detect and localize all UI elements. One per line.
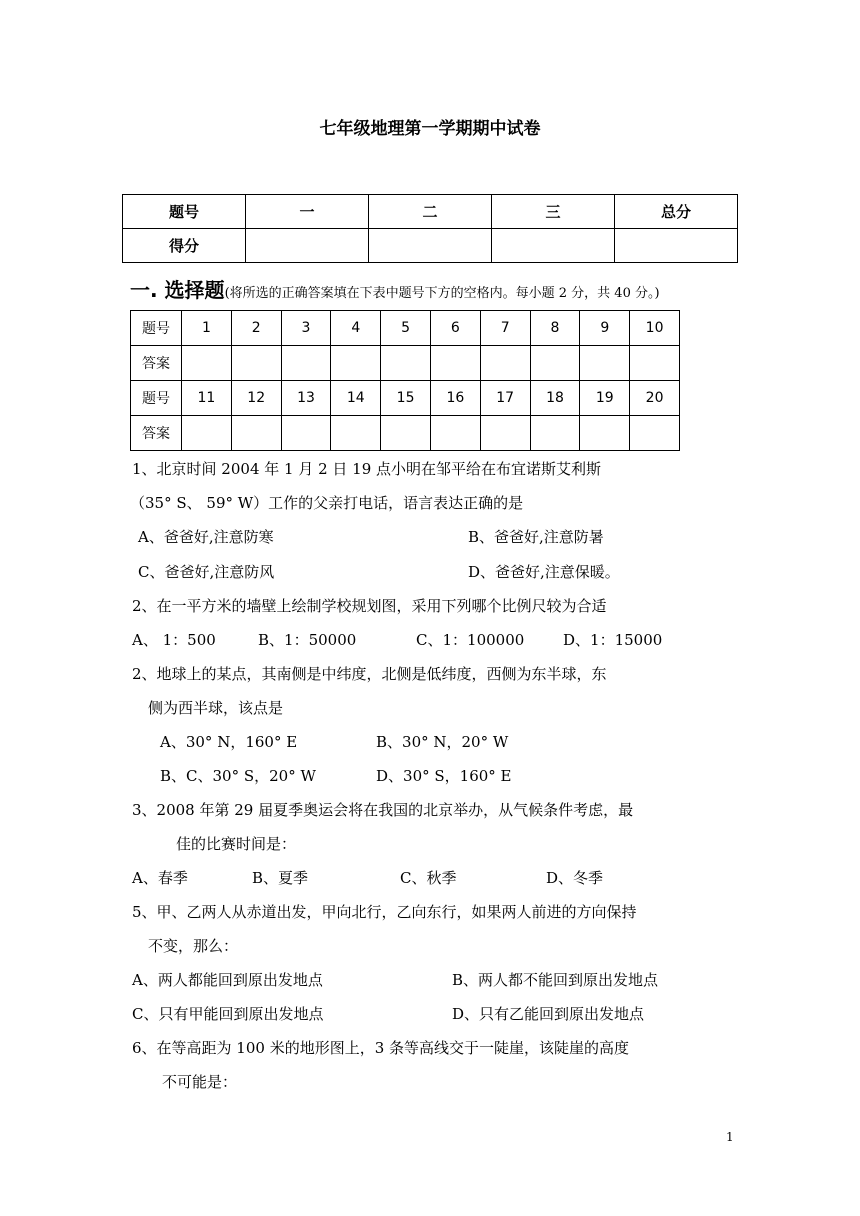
table-cell: 6 — [430, 311, 480, 346]
table-cell: 14 — [331, 381, 381, 416]
answer-cell[interactable] — [231, 346, 281, 381]
question-2b-text: 侧为西半球，该点是 — [148, 699, 284, 717]
section-title: 一. 选择题 — [130, 278, 225, 302]
option-c: C、只有甲能回到原出发地点 — [132, 1005, 324, 1023]
question-2-text: 2、在一平方米的墙壁上绘制学校规划图，采用下列哪个比例尺较为合适 — [132, 597, 607, 615]
score-input-cell[interactable] — [246, 229, 369, 263]
answer-cell[interactable] — [630, 346, 680, 381]
table-cell: 3 — [281, 311, 331, 346]
option-c: C、爸爸好,注意防风 — [138, 563, 275, 581]
page-number: 1 — [726, 1130, 734, 1144]
answer-cell[interactable] — [430, 416, 480, 451]
table-cell: 19 — [580, 381, 630, 416]
page-title: 七年级地理第一学期期中试卷 — [319, 119, 541, 139]
table-row — [123, 195, 738, 229]
table-cell: 得分 — [123, 229, 246, 263]
question-6-text: 不可能是： — [162, 1073, 238, 1091]
table-cell: 15 — [381, 381, 431, 416]
table-cell: 20 — [630, 381, 680, 416]
answer-cell[interactable] — [580, 346, 630, 381]
question-6-text: 6、在等高距为 100 米的地形图上，3 条等高线交于一陡崖，该陡崖的高度 — [132, 1039, 630, 1057]
question-2b-text: 2、地球上的某点，其南侧是中纬度，北侧是低纬度，西侧为东半球，东 — [132, 665, 607, 683]
score-input-cell[interactable] — [369, 229, 492, 263]
table-cell: 11 — [182, 381, 232, 416]
option-a: A、30° N，160° E — [160, 733, 298, 751]
option-c: C、1：100000 — [416, 631, 525, 649]
table-row — [131, 416, 680, 451]
table-cell: 总分 — [615, 195, 738, 229]
table-cell: 三 — [492, 195, 615, 229]
table-cell: 17 — [480, 381, 530, 416]
answer-cell[interactable] — [331, 346, 381, 381]
table-cell: 7 — [480, 311, 530, 346]
section-note: (将所选的正确答案填在下表中题号下方的空格内。每小题 2 分，共 40 分。) — [224, 286, 660, 301]
option-c: B、C、30° S，20° W — [160, 767, 316, 785]
answer-cell[interactable] — [580, 416, 630, 451]
answer-cell[interactable] — [381, 346, 431, 381]
section-heading — [130, 274, 660, 303]
option-b: B、夏季 — [252, 869, 309, 887]
table-row — [131, 311, 680, 346]
table-row — [123, 229, 738, 263]
score-table — [122, 194, 738, 263]
table-cell: 8 — [530, 311, 580, 346]
table-cell: 16 — [430, 381, 480, 416]
answer-cell[interactable] — [281, 416, 331, 451]
answer-cell[interactable] — [430, 346, 480, 381]
table-cell: 12 — [231, 381, 281, 416]
option-d: D、爸爸好,注意保暖。 — [468, 563, 620, 581]
table-cell: 4 — [331, 311, 381, 346]
option-a: A、 1：500 — [132, 631, 216, 649]
answer-cell[interactable] — [281, 346, 331, 381]
table-cell: 10 — [630, 311, 680, 346]
table-cell: 答案 — [131, 346, 182, 381]
option-d: D、冬季 — [546, 869, 604, 887]
table-cell: 答案 — [131, 416, 182, 451]
option-a: A、两人都能回到原出发地点 — [132, 971, 323, 989]
table-cell: 一 — [246, 195, 369, 229]
option-b: B、30° N，20° W — [376, 733, 509, 751]
option-a: A、爸爸好,注意防寒 — [138, 528, 274, 546]
answer-table — [130, 310, 680, 451]
score-input-cell[interactable] — [492, 229, 615, 263]
table-cell: 题号 — [123, 195, 246, 229]
question-3-text: 佳的比赛时间是： — [176, 835, 297, 853]
answer-cell[interactable] — [182, 416, 232, 451]
answer-cell[interactable] — [381, 416, 431, 451]
table-cell: 13 — [281, 381, 331, 416]
option-d: D、30° S，160° E — [376, 767, 512, 785]
question-5-text: 5、甲、乙两人从赤道出发，甲向北行，乙向东行，如果两人前进的方向保持 — [132, 903, 637, 921]
table-row — [131, 381, 680, 416]
option-b: B、1：50000 — [258, 631, 357, 649]
table-cell: 1 — [182, 311, 232, 346]
answer-cell[interactable] — [331, 416, 381, 451]
answer-cell[interactable] — [480, 346, 530, 381]
question-3-text: 3、2008 年第 29 届夏季奥运会将在我国的北京举办，从气候条件考虑，最 — [132, 801, 634, 819]
answer-cell[interactable] — [530, 346, 580, 381]
option-a: A、春季 — [132, 869, 188, 887]
table-cell: 题号 — [131, 311, 182, 346]
option-b: B、爸爸好,注意防暑 — [468, 528, 604, 546]
table-cell: 9 — [580, 311, 630, 346]
score-input-cell[interactable] — [615, 229, 738, 263]
option-d: D、只有乙能回到原出发地点 — [452, 1005, 645, 1023]
answer-cell[interactable] — [630, 416, 680, 451]
table-cell: 5 — [381, 311, 431, 346]
question-1-text: （35° S、 59° W）工作的父亲打电话，语言表达正确的是 — [130, 494, 524, 512]
option-c: C、秋季 — [400, 869, 457, 887]
table-cell: 2 — [231, 311, 281, 346]
table-cell: 18 — [530, 381, 580, 416]
answer-cell[interactable] — [480, 416, 530, 451]
answer-cell[interactable] — [530, 416, 580, 451]
table-cell: 二 — [369, 195, 492, 229]
table-row — [131, 346, 680, 381]
option-b: B、两人都不能回到原出发地点 — [452, 971, 659, 989]
answer-cell[interactable] — [182, 346, 232, 381]
answer-cell[interactable] — [231, 416, 281, 451]
question-1-text: 1、北京时间 2004 年 1 月 2 日 19 点小明在邹平给在布宜诺斯艾利斯 — [132, 460, 602, 478]
option-d: D、1：15000 — [563, 631, 663, 649]
question-5-text: 不变，那么： — [148, 937, 239, 955]
table-cell: 题号 — [131, 381, 182, 416]
